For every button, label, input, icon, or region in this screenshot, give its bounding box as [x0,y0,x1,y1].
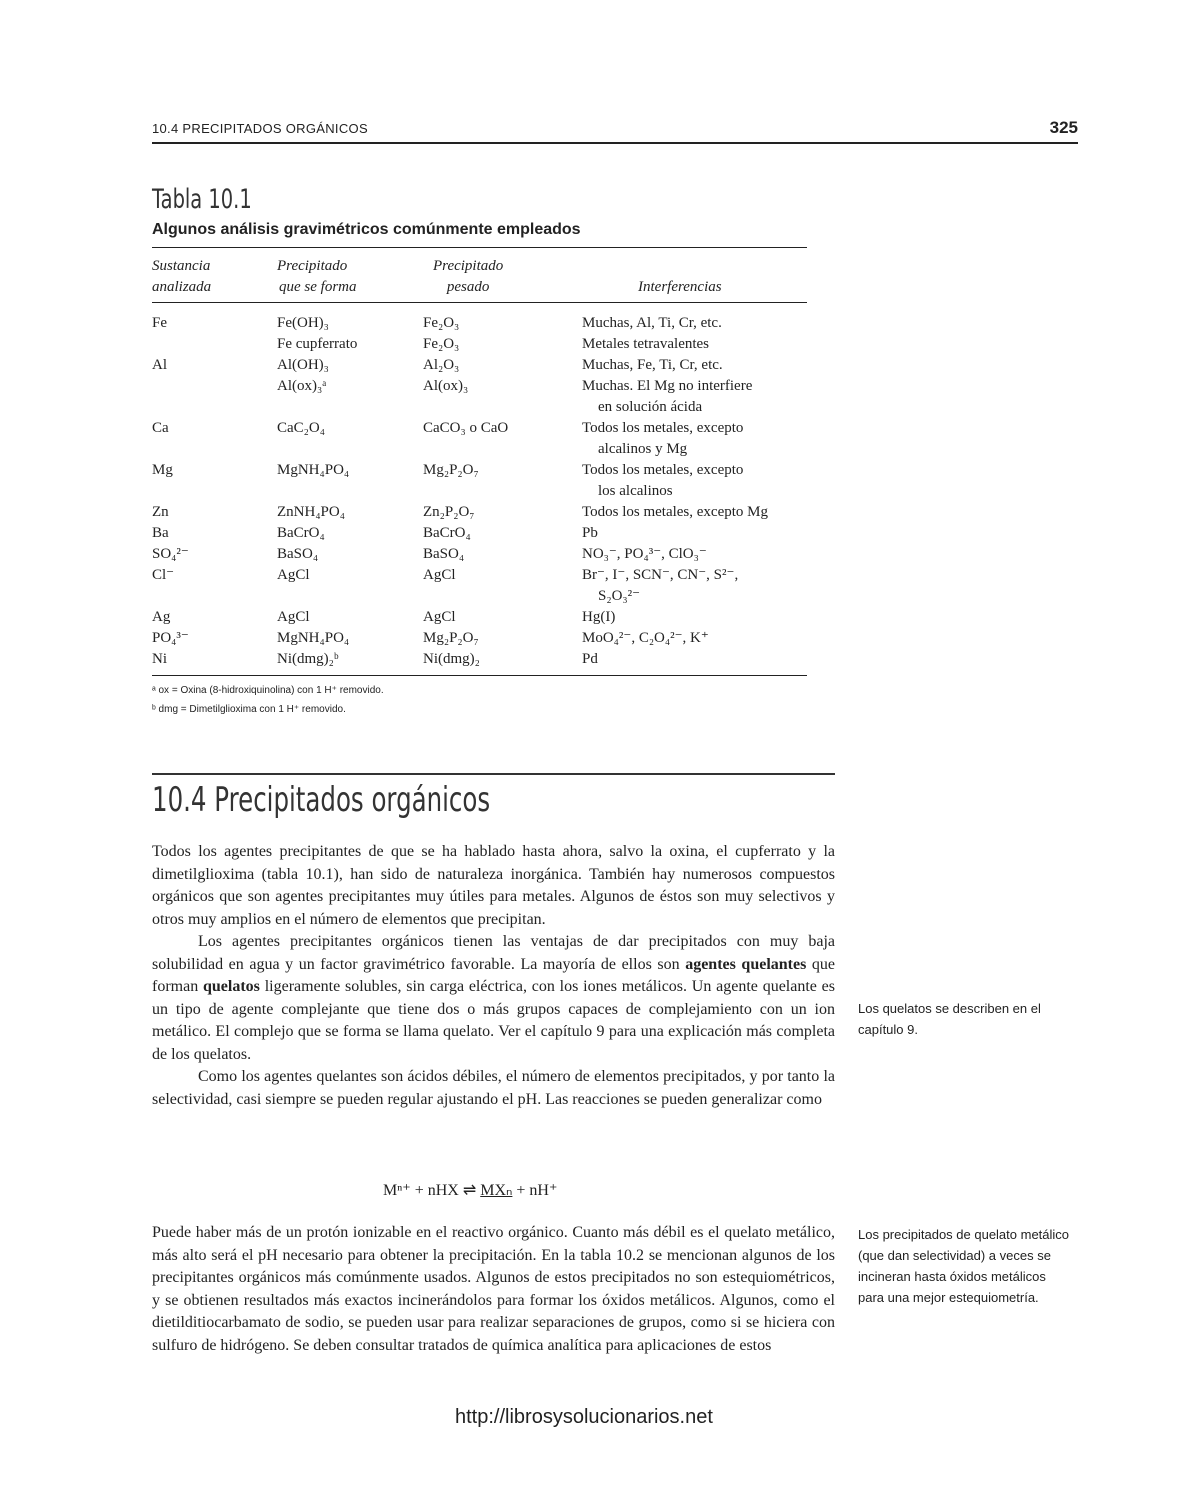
header-line: que se forma [279,279,357,295]
table-row [152,355,812,376]
cell-interferencias: MoO₄²⁻, C₂O₄²⁻, K⁺ [582,630,709,646]
margin-note: Los precipitados de quelato metálico (que dan selectividad) a veces se incineran hasta óxidos metálicos para una mejor estequiometría. [858,1227,1070,1305]
cell-sustancia: Ni [152,651,167,667]
header-line: pesado [446,279,490,295]
cell-precipitado-forma: Fe cupferrato [277,336,358,352]
cell-precipitado-pesado: Ni(dmg)₂ [423,651,480,667]
cell-interferencias: Muchas, Fe, Ti, Cr, etc. [582,357,723,373]
cell-sustancia: Ba [152,525,169,541]
cell-precipitado-pesado: CaCO₃ o CaO [423,420,509,436]
table-header-precipitado-forma [277,256,357,298]
cell-precipitado-forma: AgCl [277,567,310,583]
table-row [152,628,812,649]
table-label: Tabla 10.1 [152,184,252,215]
key-term: quelatos [203,978,260,995]
cell-interferencias: S₂O₃²⁻ [598,588,641,604]
cell-precipitado-pesado: Mg₂P₂O₇ [423,630,479,646]
cell-interferencias: alcalinos y Mg [598,441,688,457]
table-header-sustancia [152,256,211,298]
table-body [152,313,812,670]
cell-precipitado-pesado: AgCl [423,609,456,625]
cell-sustancia: Ca [152,420,169,436]
text-run: ligeramente solubles, sin carga eléctrica, con los iones metálicos. Un agente quelante es un tipo de agente complejante que tiene dos o más grupos capaces de complejamiento con un ion metálico. El complejo que se forma se llama quelato. Ver el capítulo 9 para una explicación más completa de los quelatos. [152,978,835,1063]
cell-interferencias: Todos los metales, excepto [582,462,744,478]
section-rule [152,773,835,775]
cell-precipitado-pesado: Mg₂P₂O₇ [423,462,479,478]
body-text [152,1222,835,1357]
cell-precipitado-forma: AgCl [277,609,310,625]
running-header [152,118,1078,144]
cell-interferencias: NO₃⁻, PO₄³⁻, ClO₃⁻ [582,546,707,562]
cell-interferencias: Pb [582,525,598,541]
cell-interferencias: Pd [582,651,598,667]
cell-precipitado-pesado: Fe₂O₃ [423,315,460,331]
header-line: Precipitado [277,258,348,274]
cell-interferencias: Todos los metales, excepto [582,420,744,436]
cell-precipitado-pesado: BaCrO₄ [423,525,471,541]
table-row [152,607,812,628]
table-row [152,439,812,460]
table-top-rule [152,247,807,248]
table-row [152,418,812,439]
cell-precipitado-forma: Al(OH)₃ [277,357,329,373]
header-line: Sustancia [152,258,211,274]
table-row [152,649,812,670]
cell-sustancia: Ag [152,609,171,625]
table-row [152,397,812,418]
cell-interferencias: Muchas. El Mg no interfiere [582,378,753,394]
equation-right: + nH⁺ [512,1182,558,1199]
cell-precipitado-forma: BaCrO₄ [277,525,325,541]
cell-sustancia: SO₄²⁻ [152,546,189,562]
key-term: agentes quelantes [685,955,807,973]
equation-product: MXₙ [480,1182,513,1199]
header-line: Precipitado [433,258,504,274]
cell-sustancia: Mg [152,462,173,478]
cell-precipitado-forma: BaSO₄ [277,546,319,562]
equation-left: Mⁿ⁺ + nHX ⇌ [383,1182,481,1199]
cell-precipitado-forma: Ni(dmg)₂ᵇ [277,651,339,667]
cell-precipitado-forma: Al(ox)₃ᵃ [277,378,327,394]
cell-interferencias: los alcalinos [598,483,673,499]
table-row [152,544,812,565]
paragraph: Puede haber más de un protón ionizable en el reactivo orgánico. Cuanto más débil es el quelato metálico, más alto será el pH necesario para obtener la precipitación. En la tabla 10.2 se mencionan algunos de los precipitantes orgánicos más comúnmente usados. Algunos de estos precipitados no son estequiométricos, y se obtienen resultados más exactos incinerándolos para formar los óxidos metálicos. Algunos, como el dietilditiocarbamato de sodio, se pueden usar para realizar separaciones de grupos, como si se hiciera con sulfuro de hidrógeno. Se deben consultar tratados de química analítica para aplicaciones de estos [152,1224,835,1354]
text-run: Los agentes precipitantes orgánicos tienen las ventajas de dar precipitados con muy baja solubilidad en agua y un factor gravimétrico favorable. La mayoría de ellos son [152,933,835,973]
cell-precipitado-forma: MgNH₄PO₄ [277,462,350,478]
running-header-section: 10.4 PRECIPITADOS ORGÁNICOS [152,121,368,136]
cell-precipitado-pesado: Zn₂P₂O₇ [423,504,475,520]
cell-precipitado-pesado: BaSO₄ [423,546,465,562]
cell-precipitado-forma: MgNH₄PO₄ [277,630,350,646]
cell-interferencias: Muchas, Al, Ti, Cr, etc. [582,315,722,331]
cell-sustancia: Zn [152,504,169,520]
table-caption: Algunos análisis gravimétricos comúnmente empleados [152,221,581,238]
table-row [152,586,812,607]
cell-interferencias: Br⁻, I⁻, SCN⁻, CN⁻, S²⁻, [582,567,739,583]
table-footnote: ᵇ dmg = Dimetilglioxima con 1 H⁺ removido. [152,704,346,715]
cell-sustancia: PO₄³⁻ [152,630,189,646]
table-row [152,313,812,334]
cell-interferencias: Metales tetravalentes [582,336,710,352]
margin-note: Los quelatos se describen en el capítulo 9. [858,1001,1041,1037]
cell-interferencias: en solución ácida [598,399,703,415]
table-header-interferencias: Interferencias [638,279,722,295]
cell-precipitado-forma: CaC₂O₄ [277,420,325,436]
cell-precipitado-forma: Fe(OH)₃ [277,315,329,331]
table-row [152,460,812,481]
table-row [152,565,812,586]
paragraph: Como los agentes quelantes son ácidos débiles, el número de elementos precipitados, y por tanto la selectividad, casi siempre se pueden regular ajustando el pH. Las reacciones se pueden generalizar como [152,1068,835,1108]
table-footnote: ᵃ ox = Oxina (8-hidroxiquinolina) con 1 H⁺ removido. [152,685,384,696]
paragraph [152,931,835,1066]
table-row [152,334,812,355]
cell-sustancia: Cl⁻ [152,567,175,583]
table-row [152,481,812,502]
table-header-rule [152,302,807,303]
table-row [152,502,812,523]
table-header-precipitado-pesado [433,256,503,298]
cell-precipitado-pesado: Al₂O₃ [423,357,460,373]
header-line: analizada [152,279,212,295]
cell-sustancia: Fe [152,315,167,331]
table-bottom-rule [152,675,807,676]
cell-precipitado-pesado: Fe₂O₃ [423,336,460,352]
table-row [152,523,812,544]
paragraph: Todos los agentes precipitantes de que se ha hablado hasta ahora, salvo la oxina, el cupferrato y la dimetilglioxima (tabla 10.1), han sido de naturaleza inorgánica. También hay numerosos compuestos orgánicos que son agentes precipitantes muy útiles para metales. Algunos de éstos son muy selectivos y otros muy amplios en el número de elementos que precipitan. [152,843,835,928]
reaction-equation [383,1180,557,1200]
section-title: 10.4 Precipitados orgánicos [152,780,491,820]
cell-interferencias: Hg(I) [582,609,616,625]
table-row [152,376,812,397]
footer-url: http://librosysolucionarios.net [455,1406,713,1428]
cell-precipitado-pesado: AgCl [423,567,456,583]
cell-precipitado-forma: ZnNH₄PO₄ [277,504,345,520]
cell-interferencias: Todos los metales, excepto Mg [582,504,768,520]
page-number: 325 [1049,118,1078,137]
text-run: que forman [152,955,836,995]
cell-precipitado-pesado: Al(ox)₃ [423,378,469,394]
cell-sustancia: Al [152,357,167,373]
body-text [152,841,835,1111]
